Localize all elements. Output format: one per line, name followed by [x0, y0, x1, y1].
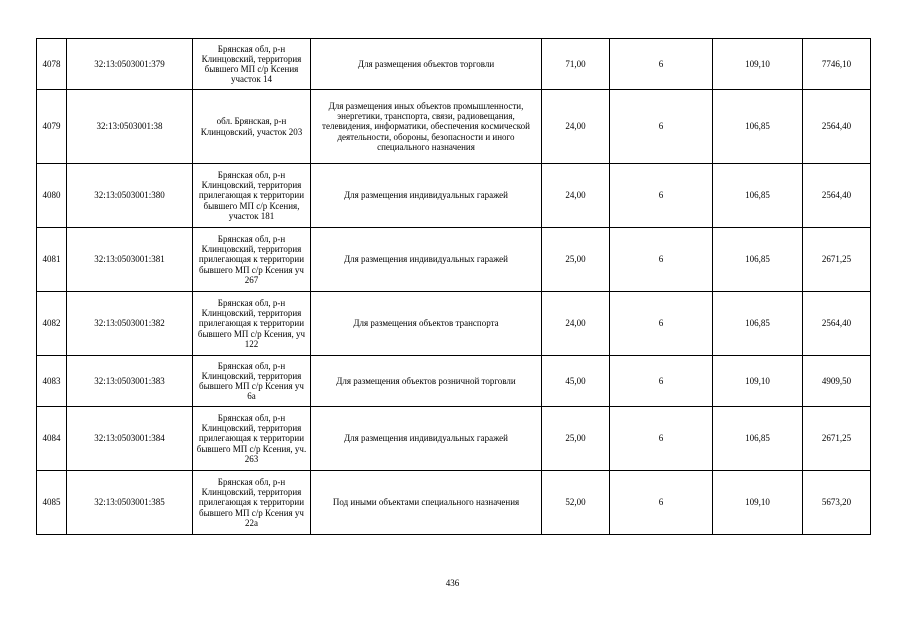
group-number: 6 [610, 228, 713, 292]
group-number: 6 [610, 164, 713, 228]
total-value: 2671,25 [803, 407, 871, 471]
plot-area: 24,00 [542, 164, 610, 228]
permitted-use: Для размещения иных объектов промышленности, энергетики, транспорта, связи, радиовещания, телевидения, информатики, обеспечения космической деятельности, обороны, безопасности и иного специального назначения [311, 90, 542, 164]
cadastral-number: 32:13:0503001:385 [67, 471, 193, 535]
group-number: 6 [610, 39, 713, 90]
total-value: 4909,50 [803, 356, 871, 407]
row-number: 4079 [37, 90, 67, 164]
plot-address: Брянская обл, р-н Клинцовский, территория прилегающая к территории бывшего МП с/р Ксения, уч. 263 [193, 407, 311, 471]
table-row [37, 292, 871, 356]
permitted-use: Для размещения объектов транспорта [311, 292, 542, 356]
total-value: 2671,25 [803, 228, 871, 292]
cadastral-number: 32:13:0503001:379 [67, 39, 193, 90]
permitted-use: Для размещения индивидуальных гаражей [311, 164, 542, 228]
plot-area: 25,00 [542, 228, 610, 292]
unit-rate: 106,85 [713, 292, 803, 356]
row-number: 4082 [37, 292, 67, 356]
cadastral-number: 32:13:0503001:383 [67, 356, 193, 407]
plot-area: 24,00 [542, 292, 610, 356]
cadastral-number: 32:13:0503001:382 [67, 292, 193, 356]
group-number: 6 [610, 356, 713, 407]
plot-area: 52,00 [542, 471, 610, 535]
permitted-use: Для размещения объектов розничной торговли [311, 356, 542, 407]
land-plots-table [36, 38, 871, 535]
table-row [37, 471, 871, 535]
row-number: 4078 [37, 39, 67, 90]
permitted-use: Для размещения индивидуальных гаражей [311, 228, 542, 292]
table-row [37, 228, 871, 292]
group-number: 6 [610, 471, 713, 535]
total-value: 5673,20 [803, 471, 871, 535]
table-row [37, 407, 871, 471]
total-value: 2564,40 [803, 292, 871, 356]
plot-area: 25,00 [542, 407, 610, 471]
plot-address: Брянская обл, р-н Клинцовский, территория прилегающая к территории бывшего МП с/р Ксения, уч 122 [193, 292, 311, 356]
unit-rate: 106,85 [713, 164, 803, 228]
permitted-use: Для размещения индивидуальных гаражей [311, 407, 542, 471]
unit-rate: 109,10 [713, 39, 803, 90]
plot-area: 71,00 [542, 39, 610, 90]
cadastral-number: 32:13:0503001:38 [67, 90, 193, 164]
plot-address: Брянская обл, р-н Клинцовский, территория прилегающая к территории бывшего МП с/р Ксения уч 267 [193, 228, 311, 292]
plot-address: обл. Брянская, р-н Клинцовский, участок 203 [193, 90, 311, 164]
unit-rate: 106,85 [713, 90, 803, 164]
plot-address: Брянская обл, р-н Клинцовский, территория прилегающая к территории бывшего МП с/р Ксения уч 22а [193, 471, 311, 535]
unit-rate: 109,10 [713, 356, 803, 407]
cadastral-number: 32:13:0503001:380 [67, 164, 193, 228]
row-number: 4081 [37, 228, 67, 292]
table-row [37, 90, 871, 164]
row-number: 4084 [37, 407, 67, 471]
table-row [37, 164, 871, 228]
group-number: 6 [610, 292, 713, 356]
total-value: 2564,40 [803, 90, 871, 164]
plot-address: Брянская обл, р-н Клинцовский, территория бывшего МП с/р Ксения участок 14 [193, 39, 311, 90]
group-number: 6 [610, 90, 713, 164]
unit-rate: 106,85 [713, 228, 803, 292]
plot-address: Брянская обл, р-н Клинцовский, территория прилегающая к территории бывшего МП с/р Ксения, участок 181 [193, 164, 311, 228]
unit-rate: 109,10 [713, 471, 803, 535]
page-number: 436 [445, 578, 460, 588]
permitted-use: Под иными объектами специального назначения [311, 471, 542, 535]
row-number: 4085 [37, 471, 67, 535]
unit-rate: 106,85 [713, 407, 803, 471]
row-number: 4080 [37, 164, 67, 228]
table-row [37, 39, 871, 90]
cadastral-number: 32:13:0503001:381 [67, 228, 193, 292]
group-number: 6 [610, 407, 713, 471]
total-value: 2564,40 [803, 164, 871, 228]
table-row [37, 356, 871, 407]
cadastral-number: 32:13:0503001:384 [67, 407, 193, 471]
permitted-use: Для размещения объектов торговли [311, 39, 542, 90]
plot-area: 24,00 [542, 90, 610, 164]
row-number: 4083 [37, 356, 67, 407]
plot-area: 45,00 [542, 356, 610, 407]
plot-address: Брянская обл, р-н Клинцовский, территория бывшего МП с/р Ксения уч 6а [193, 356, 311, 407]
total-value: 7746,10 [803, 39, 871, 90]
